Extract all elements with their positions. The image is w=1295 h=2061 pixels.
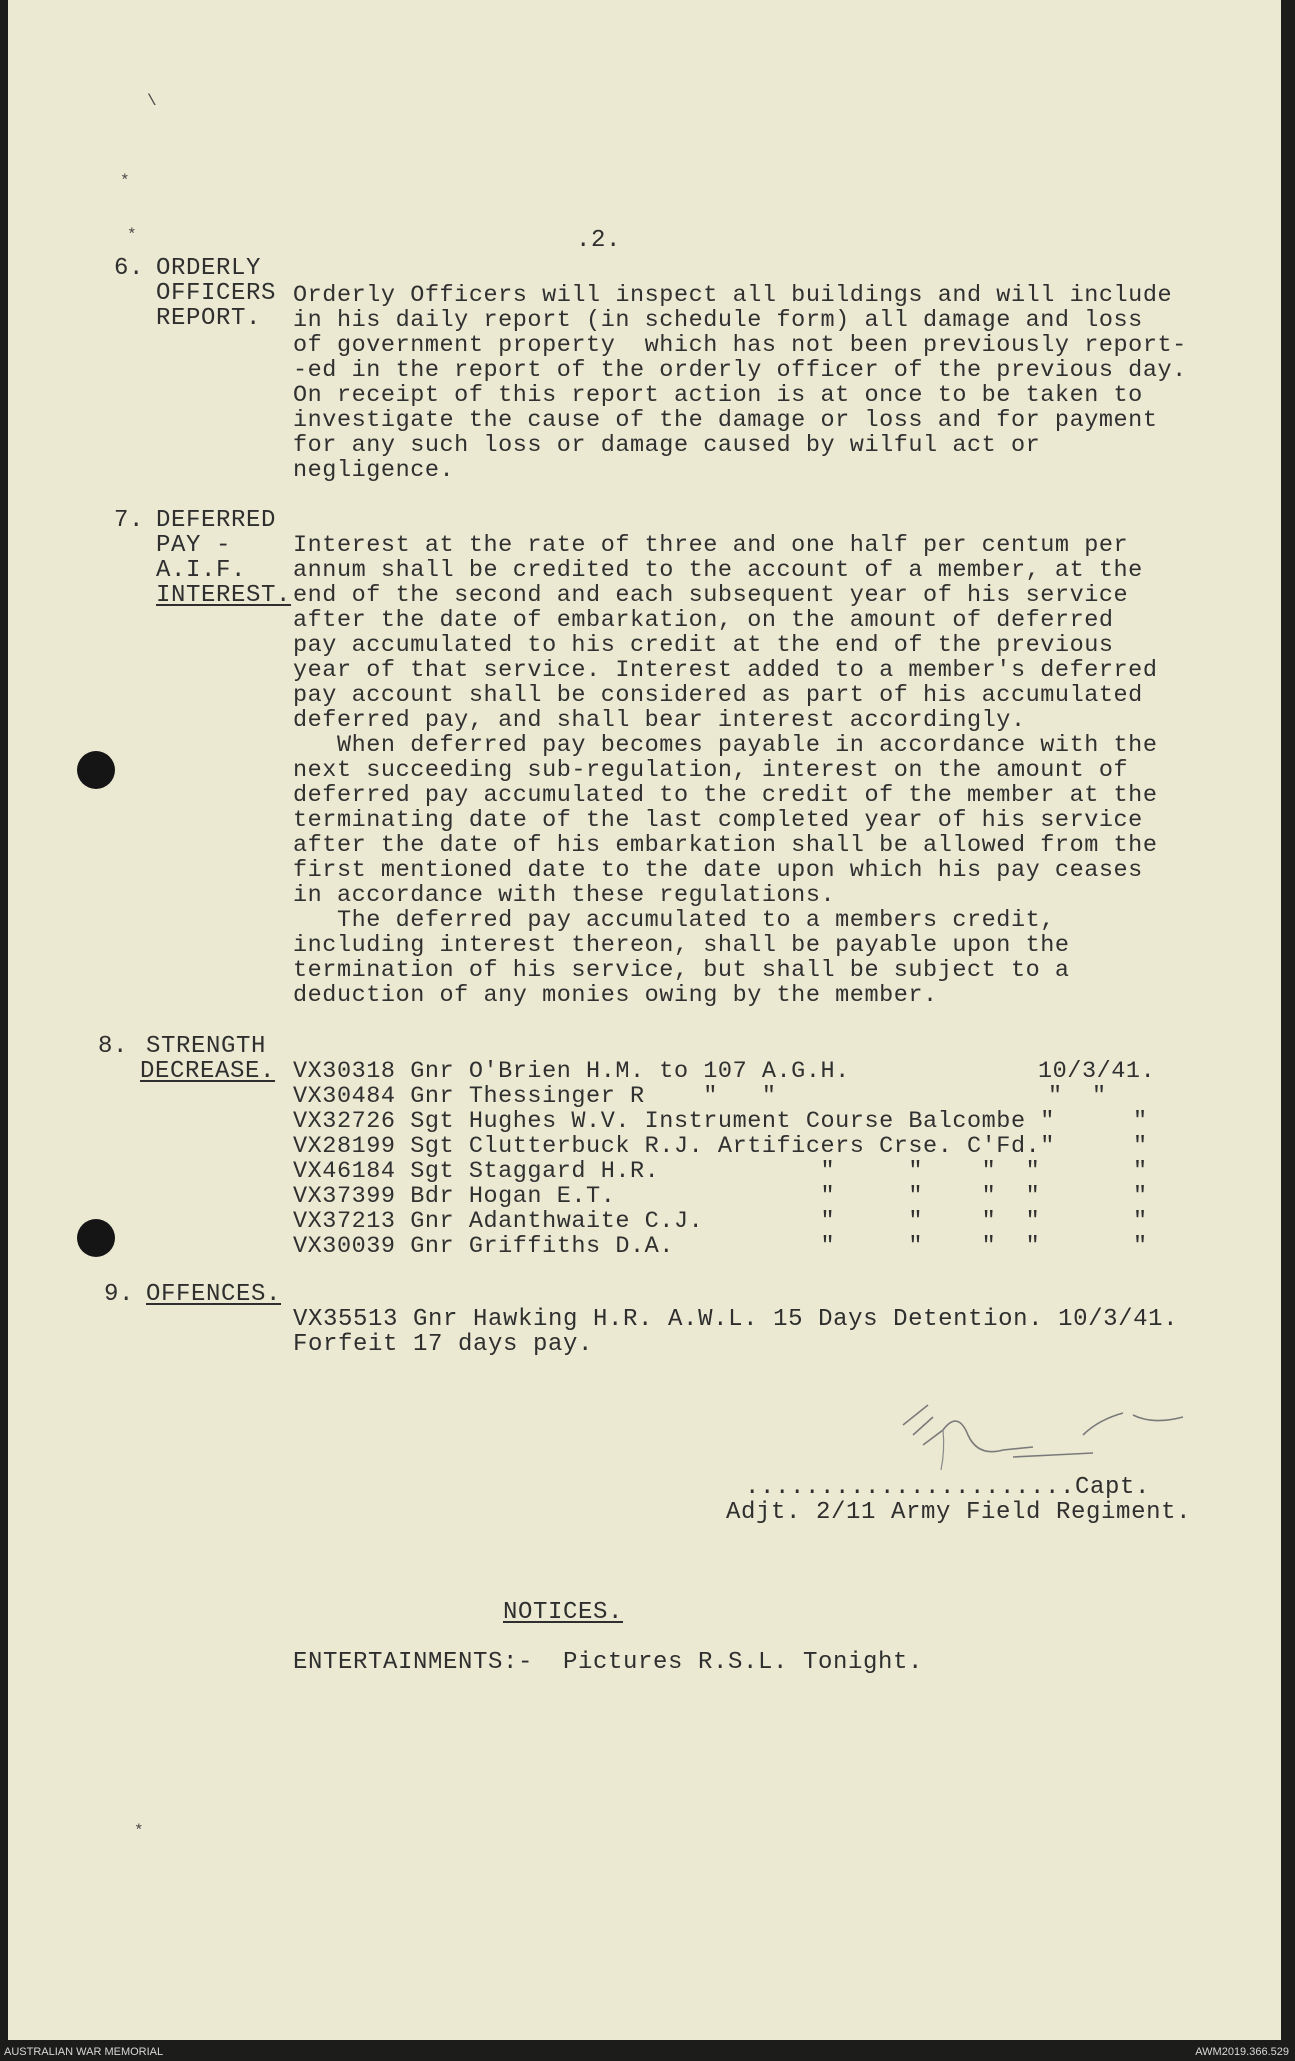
strength-row: VX30484 Gnr Thessinger R " ": [293, 1083, 777, 1110]
strength-row-date: ": [1133, 1183, 1148, 1210]
strength-row-date: " ": [1048, 1083, 1107, 1110]
paragraph-line: Interest at the rate of three and one half per centum per: [293, 532, 1129, 559]
footer-reference: AWM2019.366.529: [1195, 2046, 1289, 2058]
section-heading: OFFICERS: [156, 280, 277, 307]
paragraph-line: in his daily report (in schedule form) all damage and loss: [293, 307, 1143, 334]
section-number: 8.: [98, 1033, 129, 1060]
strength-row-date: ": [1133, 1233, 1148, 1260]
strength-row: VX37399 Bdr Hogan E.T. " " " ": [293, 1183, 1041, 1210]
section-heading: DEFERRED: [156, 507, 277, 534]
paragraph-line: end of the second and each subsequent year of his service: [293, 582, 1129, 609]
strength-row: VX37213 Gnr Adanthwaite C.J. " " " ": [293, 1208, 1041, 1235]
strength-row-date: 10/3/41.: [1038, 1058, 1156, 1085]
offence-line: VX35513 Gnr Hawking H.R. A.W.L. 15 Days Detention. 10/3/41.: [293, 1306, 1179, 1333]
strength-row: VX32726 Sgt Hughes W.V. Instrument Course Balcombe ": [293, 1108, 1055, 1135]
paragraph-line: Orderly Officers will inspect all buildings and will include: [293, 282, 1173, 309]
paragraph-line: including interest thereon, shall be payable upon the: [293, 932, 1070, 959]
paragraph-line: pay account shall be considered as part of his accumulated: [293, 682, 1143, 709]
section-number: 7.: [114, 507, 145, 534]
punch-hole: [77, 1219, 115, 1257]
paragraph-line: deduction of any monies owing by the member.: [293, 982, 938, 1009]
paragraph-line: after the date of embarkation, on the amount of deferred: [293, 607, 1114, 634]
section-heading: INTEREST.: [156, 582, 292, 609]
paragraph-line: The deferred pay accumulated to a members credit,: [293, 907, 1055, 934]
section-heading: STRENGTH: [146, 1033, 267, 1060]
strength-row: VX46184 Sgt Staggard H.R. " " " ": [293, 1158, 1041, 1185]
strength-row: VX30318 Gnr O'Brien H.M. to 107 A.G.H.: [293, 1058, 850, 1085]
document-page: [8, 0, 1281, 2040]
margin-mark: *: [120, 172, 130, 190]
paragraph-line: terminating date of the last completed year of his service: [293, 807, 1143, 834]
margin-mark: \: [147, 92, 157, 110]
strength-row-date: ": [1133, 1108, 1148, 1135]
margin-mark: *: [127, 226, 137, 244]
paragraph-line: -ed in the report of the orderly officer of the previous day.: [293, 357, 1187, 384]
margin-mark: *: [134, 1822, 144, 1840]
paragraph-line: investigate the cause of the damage or loss and for payment: [293, 407, 1158, 434]
signature-dots: ......................Capt.: [745, 1474, 1151, 1501]
section-number: 9.: [104, 1281, 135, 1308]
paragraph-line: deferred pay accumulated to the credit of the member at the: [293, 782, 1158, 809]
paragraph-line: termination of his service, but shall be subject to a: [293, 957, 1070, 984]
strength-row-date: ": [1133, 1208, 1148, 1235]
punch-hole: [77, 751, 115, 789]
paragraph-line: for any such loss or damage caused by wilful act or: [293, 432, 1041, 459]
section-heading: A.I.F.: [156, 557, 247, 584]
page-number: .2.: [576, 227, 622, 254]
strength-row: VX28199 Sgt Clutterbuck R.J. Artificers Crse. C'Fd.": [293, 1133, 1055, 1160]
paragraph-line: after the date of his embarkation shall be allowed from the: [293, 832, 1158, 859]
entertainments-label: ENTERTAINMENTS:-: [293, 1649, 534, 1676]
paragraph-line: deferred pay, and shall bear interest accordingly.: [293, 707, 1026, 734]
paragraph-line: negligence.: [293, 457, 455, 484]
offence-line: Forfeit 17 days pay.: [293, 1331, 594, 1358]
section-heading: DECREASE.: [140, 1058, 276, 1085]
paragraph-line: On receipt of this report action is at once to be taken to: [293, 382, 1143, 409]
section-heading: REPORT.: [156, 305, 262, 332]
section-heading: PAY -: [156, 532, 232, 559]
paragraph-line: in accordance with these regulations.: [293, 882, 836, 909]
paragraph-line: When deferred pay becomes payable in accordance with the: [293, 732, 1158, 759]
section-heading: ORDERLY: [156, 255, 262, 282]
strength-row-date: ": [1133, 1133, 1148, 1160]
paragraph-line: first mentioned date to the date upon which his pay ceases: [293, 857, 1143, 884]
signature-title: Adjt. 2/11 Army Field Regiment.: [726, 1499, 1192, 1526]
strength-row-date: ": [1133, 1158, 1148, 1185]
paragraph-line: year of that service. Interest added to a member's deferred: [293, 657, 1158, 684]
notices-heading: NOTICES.: [503, 1599, 624, 1626]
paragraph-line: annum shall be credited to the account of a member, at the: [293, 557, 1143, 584]
strength-row: VX30039 Gnr Griffiths D.A. " " " ": [293, 1233, 1041, 1260]
section-number: 6.: [114, 255, 145, 282]
paragraph-line: pay accumulated to his credit at the end of the previous: [293, 632, 1114, 659]
paragraph-line: of government property which has not been previously report-: [293, 332, 1187, 359]
section-heading: OFFENCES.: [146, 1281, 282, 1308]
footer-source: AUSTRALIAN WAR MEMORIAL: [4, 2046, 164, 2058]
entertainments-text: Pictures R.S.L. Tonight.: [563, 1649, 924, 1676]
paragraph-line: next succeeding sub-regulation, interest on the amount of: [293, 757, 1129, 784]
footer-bar: [0, 2043, 1295, 2061]
